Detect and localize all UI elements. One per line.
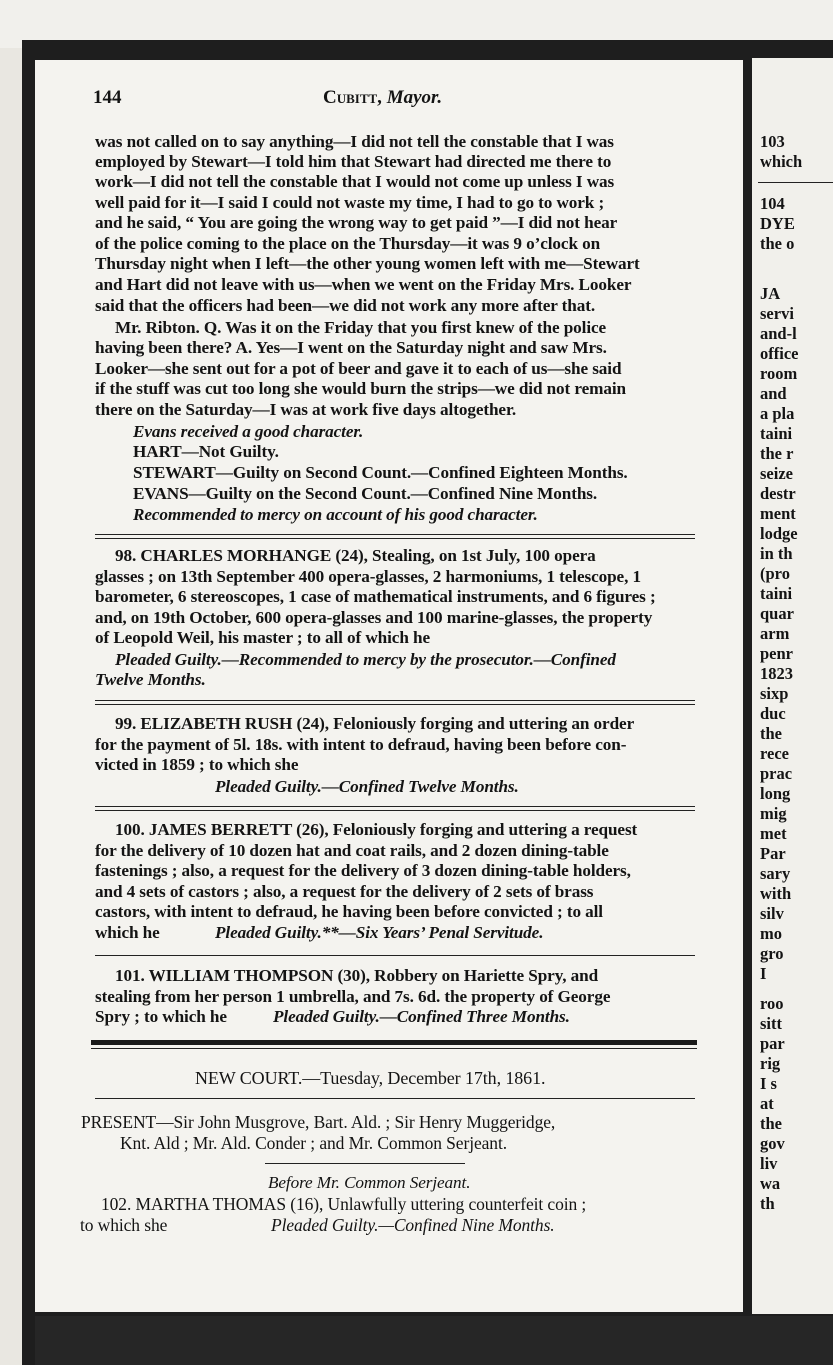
character-note: Evans received a good character. [133, 422, 364, 441]
section-divider [91, 1048, 697, 1049]
facing-page-text: destr [760, 484, 796, 503]
facing-page-text: sixp [760, 684, 789, 703]
text-line: victed in 1859 ; to which she [95, 755, 299, 774]
facing-page-text: I s [760, 1074, 777, 1093]
facing-page-text: gov [760, 1134, 785, 1153]
mercy-recommendation: Recommended to mercy on account of his good character. [133, 505, 538, 524]
running-title: Cubitt, Mayor. [323, 87, 443, 108]
present-line: Knt. Ald ; Mr. Ald. Conder ; and Mr. Common Serjeant. [120, 1133, 507, 1153]
facing-page-text: quar [760, 604, 794, 623]
facing-page-text: JA [760, 284, 781, 303]
text-line: well paid for it—I said I could not waste my time, I had to go to work ; [95, 193, 605, 212]
book-page [35, 60, 743, 1312]
case-separator [95, 806, 695, 807]
facing-page-text: office [760, 344, 799, 363]
facing-page-text: the o [760, 234, 795, 253]
text-line: glasses ; on 13th September 400 opera-glasses, 2 harmoniums, 1 telescope, 1 [95, 567, 641, 586]
facing-page-text: rig [760, 1054, 781, 1073]
case-separator [95, 538, 695, 539]
facing-page-text: in th [760, 544, 793, 563]
case-separator [95, 700, 695, 701]
case-separator [95, 810, 695, 811]
facing-page-text: roo [760, 994, 784, 1013]
facing-page-text: mo [760, 924, 782, 943]
text-line: of the police coming to the place on the Thursday—it was 9 o’clock on [95, 234, 601, 253]
facing-page-text: met [760, 824, 787, 843]
text-line: of Leopold Weil, his master ; to all of which he [95, 628, 430, 647]
facing-page-text: mig [760, 804, 787, 823]
verdict-hart: HART—Not Guilty. [133, 442, 279, 461]
case-title-line: 99. ELIZABETH RUSH (24), Feloniously forging and uttering an order [115, 714, 635, 733]
facing-page-text: gro [760, 944, 784, 963]
facing-page-text: 103 [760, 132, 785, 151]
verdict-evans: EVANS—Guilty on the Second Count.—Confined Nine Months. [133, 484, 598, 503]
facing-page-text: 104 [760, 194, 785, 213]
facing-page-text: and [760, 384, 787, 403]
court-heading: NEW COURT.—Tuesday, December 17th, 1861. [195, 1068, 546, 1088]
facing-page-fragment [752, 58, 833, 1314]
facing-page-text: long [760, 784, 791, 803]
text-line: Looker—she sent out for a pot of beer and gave it to each of us—she said [95, 359, 622, 378]
text-line: for the delivery of 10 dozen hat and coat rails, and 2 dozen dining-table [95, 841, 609, 860]
scan-bottom-edge [35, 1316, 833, 1365]
text-line: barometer, 6 stereoscopes, 1 case of mathematical instruments, and 6 figures ; [95, 587, 656, 606]
facing-page-text: sary [760, 864, 791, 883]
text-line: employed by Stewart—I told him that Stewart had directed me there to [95, 152, 612, 171]
facing-page-text: room [760, 364, 798, 383]
facing-page-text: liv [760, 1154, 778, 1173]
plea-line: Pleaded Guilty.—Confined Three Months. [273, 1007, 570, 1026]
case-separator [95, 534, 695, 535]
facing-page-text: sitt [760, 1014, 782, 1033]
facing-page-text: I [760, 964, 767, 983]
facing-page-text: penr [760, 644, 793, 663]
facing-page-text: seize [760, 464, 793, 483]
text-line: if the stuff was cut too long she would burn the strips—we did not remain [95, 379, 626, 398]
facing-page-text: 1823 [760, 664, 793, 683]
facing-page-text: and-l [760, 324, 797, 343]
facing-page-text: the [760, 1114, 782, 1133]
verdict-stewart: STEWART—Guilty on Second Count.—Confined Eighteen Months. [133, 463, 628, 482]
facing-page-text: prac [760, 764, 793, 783]
section-divider [91, 1040, 697, 1045]
text-line: castors, with intent to defraud, he having been before convicted ; to all [95, 902, 603, 921]
case-title-line: 102. MARTHA THOMAS (16), Unlawfully uttering counterfeit coin ; [101, 1194, 587, 1214]
text-line: Thursday night when I left—the other young women left with me—Stewart [95, 254, 640, 273]
text-line: fastenings ; also, a request for the delivery of 3 dozen dining-table holders, [95, 861, 631, 880]
facing-page-text: a pla [760, 404, 795, 423]
text-line: having been there? A. Yes—I went on the Saturday night and saw Mrs. [95, 338, 607, 357]
plea-line: Pleaded Guilty.—Recommended to mercy by the prosecutor.—Confined [115, 650, 616, 669]
text-line: there on the Saturday—I was at work five days altogether. [95, 400, 517, 419]
facing-page-text: at [760, 1094, 774, 1113]
text-line: which he [95, 923, 160, 942]
facing-page-text: Par [760, 844, 786, 863]
page-number: 144 [93, 87, 122, 108]
text-line: and, on 19th October, 600 opera-glasses and 100 marine-glasses, the property [95, 608, 653, 627]
text-line: and Hart did not leave with us—when we went on the Friday Mrs. Looker [95, 275, 632, 294]
case-title-line: 100. JAMES BERRETT (26), Feloniously forging and uttering a request [115, 820, 638, 839]
facing-page-text: DYE [760, 214, 795, 233]
facing-page-text: the [760, 724, 782, 743]
text-line: and 4 sets of castors ; also, a request for the delivery of 2 sets of brass [95, 882, 594, 901]
facing-page-text: with [760, 884, 792, 903]
case-title-line: 101. WILLIAM THOMPSON (30), Robbery on Hariette Spry, and [115, 966, 599, 985]
before-line: Before Mr. Common Serjeant. [268, 1173, 471, 1192]
facing-page-text: rece [760, 744, 789, 763]
text-line: Mr. Ribton. Q. Was it on the Friday that you first knew of the police [115, 318, 607, 337]
text-line: said that the officers had been—we did not work any more after that. [95, 296, 596, 315]
case-separator [95, 955, 695, 956]
sentence-line: Twelve Months. [95, 670, 206, 689]
facing-page-text: duc [760, 704, 786, 723]
text-line: stealing from her person 1 umbrella, and 7s. 6d. the property of George [95, 987, 611, 1006]
plea-line: Pleaded Guilty.—Confined Nine Months. [271, 1215, 555, 1235]
facing-page-text: th [760, 1194, 775, 1213]
facing-page-text: which [760, 152, 803, 171]
case-title-line: 98. CHARLES MORHANGE (24), Stealing, on 1st July, 100 opera [115, 546, 596, 565]
facing-page-text: the r [760, 444, 794, 463]
page-header [93, 87, 713, 113]
plea-line: Pleaded Guilty.**—Six Years’ Penal Servitude. [215, 923, 544, 942]
facing-page-rule [758, 182, 833, 183]
text-line: to which she [80, 1215, 168, 1235]
facing-page-text: servi [760, 304, 794, 323]
facing-page-text: silv [760, 904, 784, 923]
short-rule [265, 1163, 465, 1164]
case-separator [95, 1098, 695, 1099]
facing-page-text: taini [760, 584, 793, 603]
text-line: for the payment of 5l. 18s. with intent to defraud, having been before con- [95, 735, 627, 754]
facing-page-text: (pro [760, 564, 790, 583]
case-separator [95, 704, 695, 705]
facing-page-text: lodge [760, 524, 798, 543]
facing-page-text: ment [760, 504, 796, 523]
facing-page-text: wa [760, 1174, 781, 1193]
facing-page-text: arm [760, 624, 790, 643]
text-line: work—I did not tell the constable that I would not come up unless I was [95, 172, 615, 191]
present-line: PRESENT—Sir John Musgrove, Bart. Ald. ; Sir Henry Muggeridge, [81, 1112, 556, 1132]
text-line: Spry ; to which he [95, 1007, 227, 1026]
text-line: was not called on to say anything—I did not tell the constable that I was [95, 132, 614, 151]
text-line: and he said, “ You are going the wrong way to get paid ”—I did not hear [95, 213, 618, 232]
facing-page-text: par [760, 1034, 785, 1053]
plea-line: Pleaded Guilty.—Confined Twelve Months. [215, 777, 519, 796]
facing-page-text: taini [760, 424, 793, 443]
